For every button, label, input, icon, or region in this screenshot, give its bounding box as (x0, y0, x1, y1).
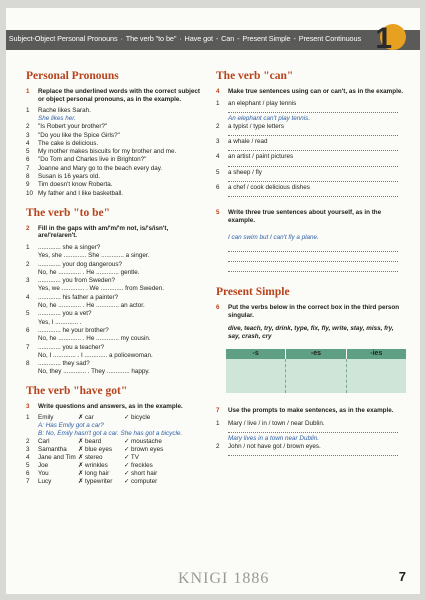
exercise-item (26, 310, 206, 318)
exercise-item (26, 244, 206, 252)
item-number: 3 (26, 131, 30, 139)
table-row (26, 438, 206, 446)
exercise-item (26, 252, 206, 260)
table-row (26, 446, 206, 454)
row-cell-name: You (38, 470, 49, 478)
row-cell-b: ✓ TV (124, 454, 139, 462)
row-cell-name: Samantha (38, 446, 67, 454)
row-cell-b: ✓ freckles (124, 462, 153, 470)
row-cell-n: 5 (26, 462, 30, 470)
exercise-item (26, 269, 206, 277)
exercise-5-example: I can swim but I can't fly a plane. (228, 234, 319, 242)
table-row (26, 462, 206, 470)
verb-sort-table (226, 349, 406, 393)
exercise-item (26, 173, 206, 181)
exercise-number: 1 (26, 88, 30, 95)
item-text: Rache likes Sarah. (38, 107, 91, 114)
item-number: 4 (26, 139, 30, 147)
item-text: Yes, I ............. . (38, 318, 82, 326)
item-text: "Do you like the Spice Girls?" (38, 131, 120, 139)
example-answer: An elephant can't play tennis. (228, 114, 311, 122)
item-number: 8 (26, 360, 30, 368)
header-topic: Present Continuous (298, 34, 361, 43)
item-number: 4 (26, 293, 30, 301)
exercise-item (216, 169, 406, 177)
row-cell-b: ✓ brown eyes (124, 446, 164, 454)
item-text: an elephant / play tennis (228, 99, 297, 107)
item-number (26, 302, 38, 310)
exercise-1-items (26, 107, 206, 198)
row-cell-a: ✗ blue eyes (78, 446, 112, 454)
item-number: 2 (216, 443, 220, 451)
exercise-item (216, 420, 406, 428)
item-text: ............. his father a painter? (38, 293, 119, 301)
column-header-ies: -ies (370, 350, 383, 358)
workbook-page (6, 8, 420, 594)
item-number: 3 (216, 138, 220, 146)
answer-line[interactable] (228, 252, 398, 262)
item-number: 5 (26, 310, 30, 318)
item-number: 2 (216, 122, 220, 130)
section-title-have-got: The verb "have got" (26, 384, 128, 397)
exercise-item (26, 181, 206, 189)
exercise-item (26, 156, 206, 164)
answer-line[interactable] (228, 192, 398, 197)
exercise-item (216, 153, 406, 161)
item-number: 1 (216, 419, 220, 427)
row-cell-a: ✗ long hair (78, 470, 110, 478)
item-text: an artist / paint pictures (228, 153, 294, 161)
item-number: 6 (26, 156, 30, 164)
row-cell-a: ✗ beard (78, 438, 102, 446)
row-cell-n: 1 (26, 414, 30, 422)
item-number (26, 319, 38, 327)
item-number (26, 352, 38, 360)
row-cell-n: 3 (26, 446, 30, 454)
section-title-personal-pronouns: Personal Pronouns (26, 70, 119, 82)
item-number: 2 (26, 123, 30, 131)
item-text: No, he ............. . He ............. my cousin. (38, 335, 151, 343)
item-text: ............. he your brother? (38, 326, 109, 334)
exercise-item (26, 302, 206, 310)
item-number: 1 (216, 99, 220, 107)
row-cell-b: ✓ short hair (124, 470, 158, 478)
item-number: 7 (26, 343, 30, 351)
item-text: ............. they sad? (38, 360, 90, 368)
example-answer: Mary lives in a town near Dublin. (228, 435, 319, 443)
watermark: KNIGI 1886 (178, 570, 270, 587)
exercise-item (216, 184, 406, 192)
row-cell-a: ✗ car (78, 414, 94, 422)
item-number: 7 (26, 164, 30, 172)
exercise-item (26, 327, 206, 335)
exercise-item (26, 148, 206, 156)
row-cell-name: Lucy (38, 478, 52, 486)
row-cell-a: ✗ wrinkles (78, 462, 108, 470)
example-answer: She likes her. (38, 115, 76, 123)
item-text: Susan is 16 years old. (38, 173, 100, 181)
exercise-item (26, 190, 206, 198)
item-text: ............. you a teacher? (38, 343, 105, 351)
exercise-2-items (26, 244, 206, 377)
item-text: a typist / type letters (228, 122, 284, 130)
table-row (26, 470, 206, 478)
answer-line[interactable] (228, 262, 398, 272)
item-number: 6 (26, 326, 30, 334)
table-header (226, 349, 406, 359)
column-header-es: -es (286, 349, 346, 359)
item-text: No, he ............. . He ............. gentle. (38, 268, 140, 276)
exercise-item (216, 123, 406, 131)
exercise-5-instruction (216, 209, 406, 224)
exercise-item (26, 277, 206, 285)
unit-number: 1 (375, 22, 392, 55)
section-title-present-simple: Present Simple (216, 286, 290, 299)
exercise-6-instruction (216, 304, 406, 319)
row-cell-a: ✗ typewriter (78, 478, 113, 486)
item-text: "Do Tom and Charles live in Brighton?" (38, 156, 147, 164)
exercise-4-items (216, 100, 406, 198)
row-cell-n: 4 (26, 454, 30, 462)
item-text: ............. she a singer? (38, 243, 101, 251)
exercise-7-items (216, 420, 406, 457)
table-row (26, 478, 206, 486)
item-number: 3 (26, 277, 30, 285)
exercise-item (26, 107, 206, 115)
row-cell-b: ✓ bicycle (124, 414, 151, 422)
row-cell-name: Jane and Tim (38, 454, 76, 462)
exercise-number: 3 (26, 402, 30, 410)
answer-line[interactable] (228, 131, 398, 136)
item-text: My father and I like basketball. (38, 189, 124, 197)
section-title-can: The verb "can" (216, 70, 294, 82)
answer-line[interactable] (228, 451, 398, 456)
instruction-text: Replace the underlined words with the correct subject or object personal pronouns, as in the example. (38, 88, 201, 103)
exercise-2-instruction (26, 225, 206, 240)
item-text: John / not have got / brown eyes. (228, 443, 321, 451)
example-answer: B: No, Emily hasn't got a car. She has got a bicycle. (38, 430, 183, 438)
table-cell-s[interactable] (226, 359, 286, 393)
exercise-item (216, 443, 406, 451)
exercise-1-instruction (26, 88, 206, 103)
exercise-4-instruction (216, 88, 406, 96)
example-answer: A: Has Emily got a car? (38, 422, 104, 430)
answer-line[interactable] (228, 162, 398, 167)
item-text: Joanne and Mary go to the beach every day. (38, 164, 163, 172)
instruction-text: Fill in the gaps with am/'m/'m not, is/'s/isn't, are/'re/aren't. (38, 224, 169, 240)
header-topics: Subject-Object Personal Pronouns · The verb "to be" · Have got - Can - Present Simple - Present Continuous (8, 34, 361, 43)
item-text: "Is Robert your brother?" (38, 123, 108, 131)
left-column (26, 70, 206, 486)
item-number (26, 335, 38, 343)
item-number: 10 (26, 189, 34, 197)
instruction-text: Write questions and answers, as in the example. (38, 402, 183, 410)
row-cell-name: Emily (38, 414, 54, 422)
exercise-7-instruction (216, 407, 406, 415)
exercise-number: 2 (26, 224, 30, 232)
item-number: 1 (26, 107, 30, 114)
header-topic: The verb "to be" (125, 34, 177, 43)
item-number: 5 (26, 148, 30, 156)
item-text: No, I ............. . I ............. a policewoman. (38, 351, 153, 359)
answer-line[interactable] (228, 242, 398, 252)
item-text: ............. you from Sweden? (38, 277, 115, 285)
exercise-item (26, 335, 206, 343)
item-text: Mary / live / in / town / near Dublin. (228, 419, 325, 427)
item-text: My mother makes biscuits for my brother and me. (38, 148, 177, 156)
exercise-3-items (26, 414, 206, 486)
item-text: a whale / read (228, 138, 268, 146)
exercise-number: 5 (216, 209, 220, 217)
page-number: 7 (398, 569, 406, 584)
row-cell-b: ✓ computer (124, 478, 158, 486)
item-text: a sheep / fly (228, 168, 262, 176)
row-cell-name: Carl (38, 438, 50, 446)
row-cell-n: 7 (26, 478, 30, 486)
item-number: 4 (216, 153, 220, 161)
row-cell-name: Joe (38, 462, 49, 470)
item-number (26, 269, 38, 277)
column-header-s: -s (226, 349, 286, 359)
exercise-3-instruction (26, 403, 206, 411)
instruction-text: Make true sentences using can or can't, as in the example. (228, 88, 404, 95)
item-text: Tim doesn't know Roberta. (38, 181, 113, 189)
item-number: 8 (26, 173, 30, 181)
exercise-item (26, 285, 206, 293)
item-number: 5 (216, 168, 220, 176)
exercise-item (26, 344, 206, 352)
instruction-text: Use the prompts to make sentences, as in the example. (228, 407, 394, 415)
item-number (26, 252, 38, 260)
header-topic: Can (221, 34, 235, 43)
item-text: No, they ............. . They ............. happy. (38, 368, 150, 376)
exercise-item (26, 132, 206, 140)
exercise-item (216, 100, 406, 108)
exercise-number: 4 (216, 88, 220, 95)
item-text: The cake is delicious. (38, 139, 99, 147)
table-row (26, 454, 206, 462)
answer-line[interactable] (228, 428, 398, 433)
table-row (26, 414, 206, 422)
exercise-item (26, 165, 206, 173)
right-column (216, 70, 406, 458)
item-text: No, he ............. . He ............. an actor. (38, 302, 145, 310)
exercise-number: 7 (216, 407, 220, 415)
item-number: 1 (26, 243, 30, 251)
item-text: ............. you a vet? (38, 310, 92, 318)
row-cell-n: 6 (26, 470, 30, 478)
row-cell-b: ✓ moustache (124, 438, 162, 446)
item-number (26, 368, 38, 376)
item-number (26, 285, 38, 293)
exercise-item (26, 360, 206, 368)
exercise-item (26, 261, 206, 269)
exercise-item (26, 140, 206, 148)
instruction-text: Write three true sentences about yourself, as in the example. (228, 209, 382, 224)
item-text: a chef / cook delicious dishes (228, 183, 310, 191)
page-header (6, 22, 420, 55)
item-text: ............. your dog dangerous? (38, 260, 123, 268)
exercise-item (26, 123, 206, 131)
exercise-number: 6 (216, 304, 220, 312)
item-number: 2 (26, 260, 30, 268)
exercise-item (26, 368, 206, 376)
item-number: 9 (26, 181, 30, 189)
item-text: Yes, we ............. . We ............. from Sweden. (38, 285, 164, 293)
answer-line[interactable] (228, 108, 398, 113)
item-text: Yes, she ............. She ............. a singer. (38, 252, 150, 260)
exercise-item (26, 352, 206, 360)
header-topic: Subject-Object Personal Pronouns (8, 34, 118, 43)
exercise-item (26, 294, 206, 302)
verb-list: dive, teach, try, drink, type, fix, fly, write, stay, miss, fry, say, crash, cry (228, 325, 394, 341)
table-cell-ies[interactable] (347, 359, 406, 393)
header-topic: Have got (184, 34, 213, 43)
row-cell-n: 2 (26, 438, 30, 446)
header-topic: Present Simple (242, 34, 291, 43)
instruction-text: Put the verbs below in the correct box in the third person singular. (228, 304, 400, 319)
row-cell-a: ✗ stereo (78, 454, 103, 462)
exercise-item (216, 138, 406, 146)
table-body (226, 359, 406, 393)
answer-line[interactable] (228, 146, 398, 151)
section-title-to-be: The verb "to be" (26, 206, 110, 219)
answer-line[interactable] (228, 177, 398, 182)
exercise-item (26, 319, 206, 327)
table-cell-es[interactable] (286, 359, 346, 393)
item-number: 6 (216, 183, 220, 191)
